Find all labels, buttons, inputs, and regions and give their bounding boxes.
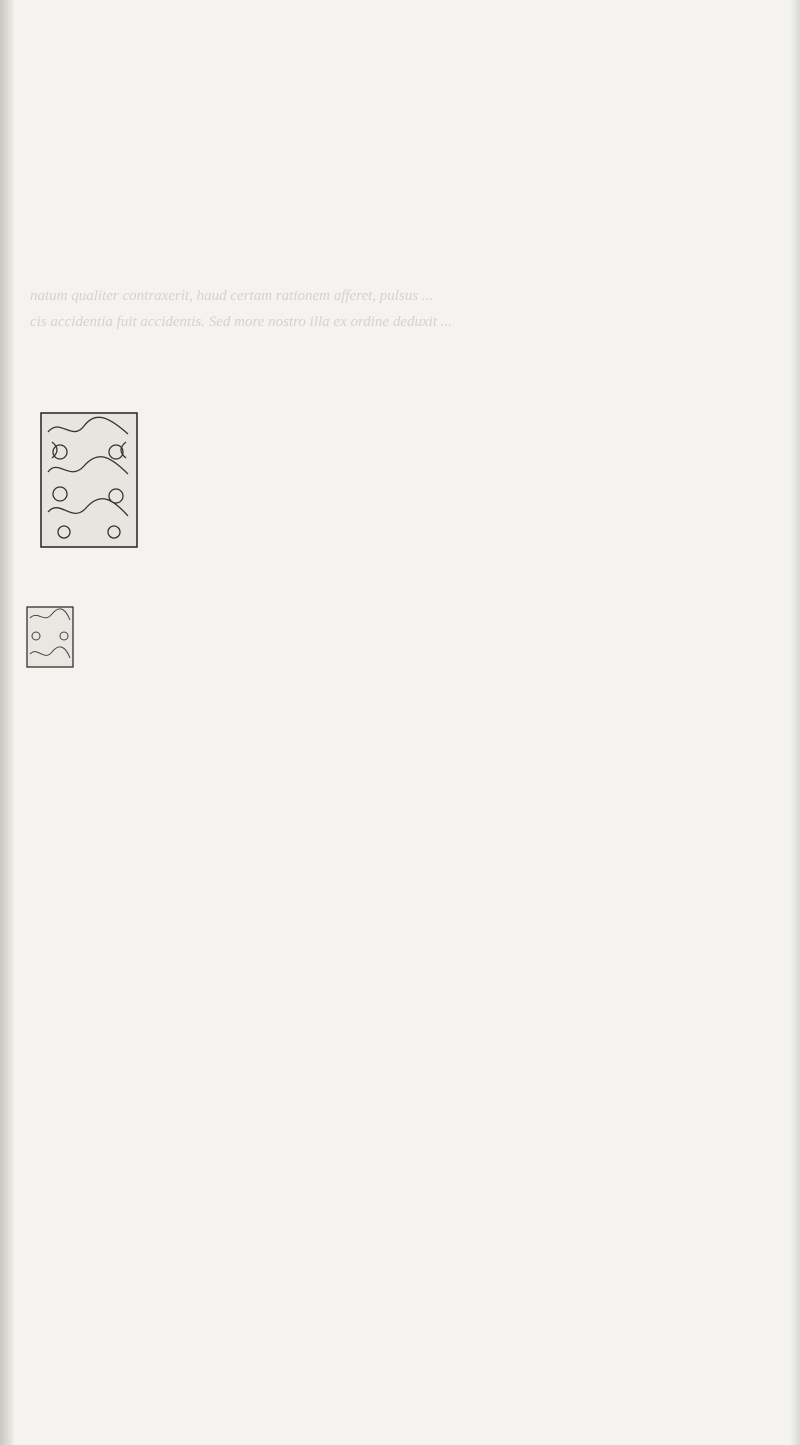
- bleed-through: cis accidentia fuit accidentis. Sed more nostro illa ex ordine deduxit ...: [30, 314, 452, 330]
- page-shadow-right: [790, 0, 800, 1445]
- ornamental-drop-cap-small: [26, 606, 74, 668]
- ornamental-drop-cap: [40, 412, 138, 548]
- running-header: [150, 40, 770, 90]
- bleed-through: natum qualiter contraxerit, haud certam rationem afferet, pulsus ...: [30, 288, 434, 304]
- page-shadow-left: [0, 0, 14, 1445]
